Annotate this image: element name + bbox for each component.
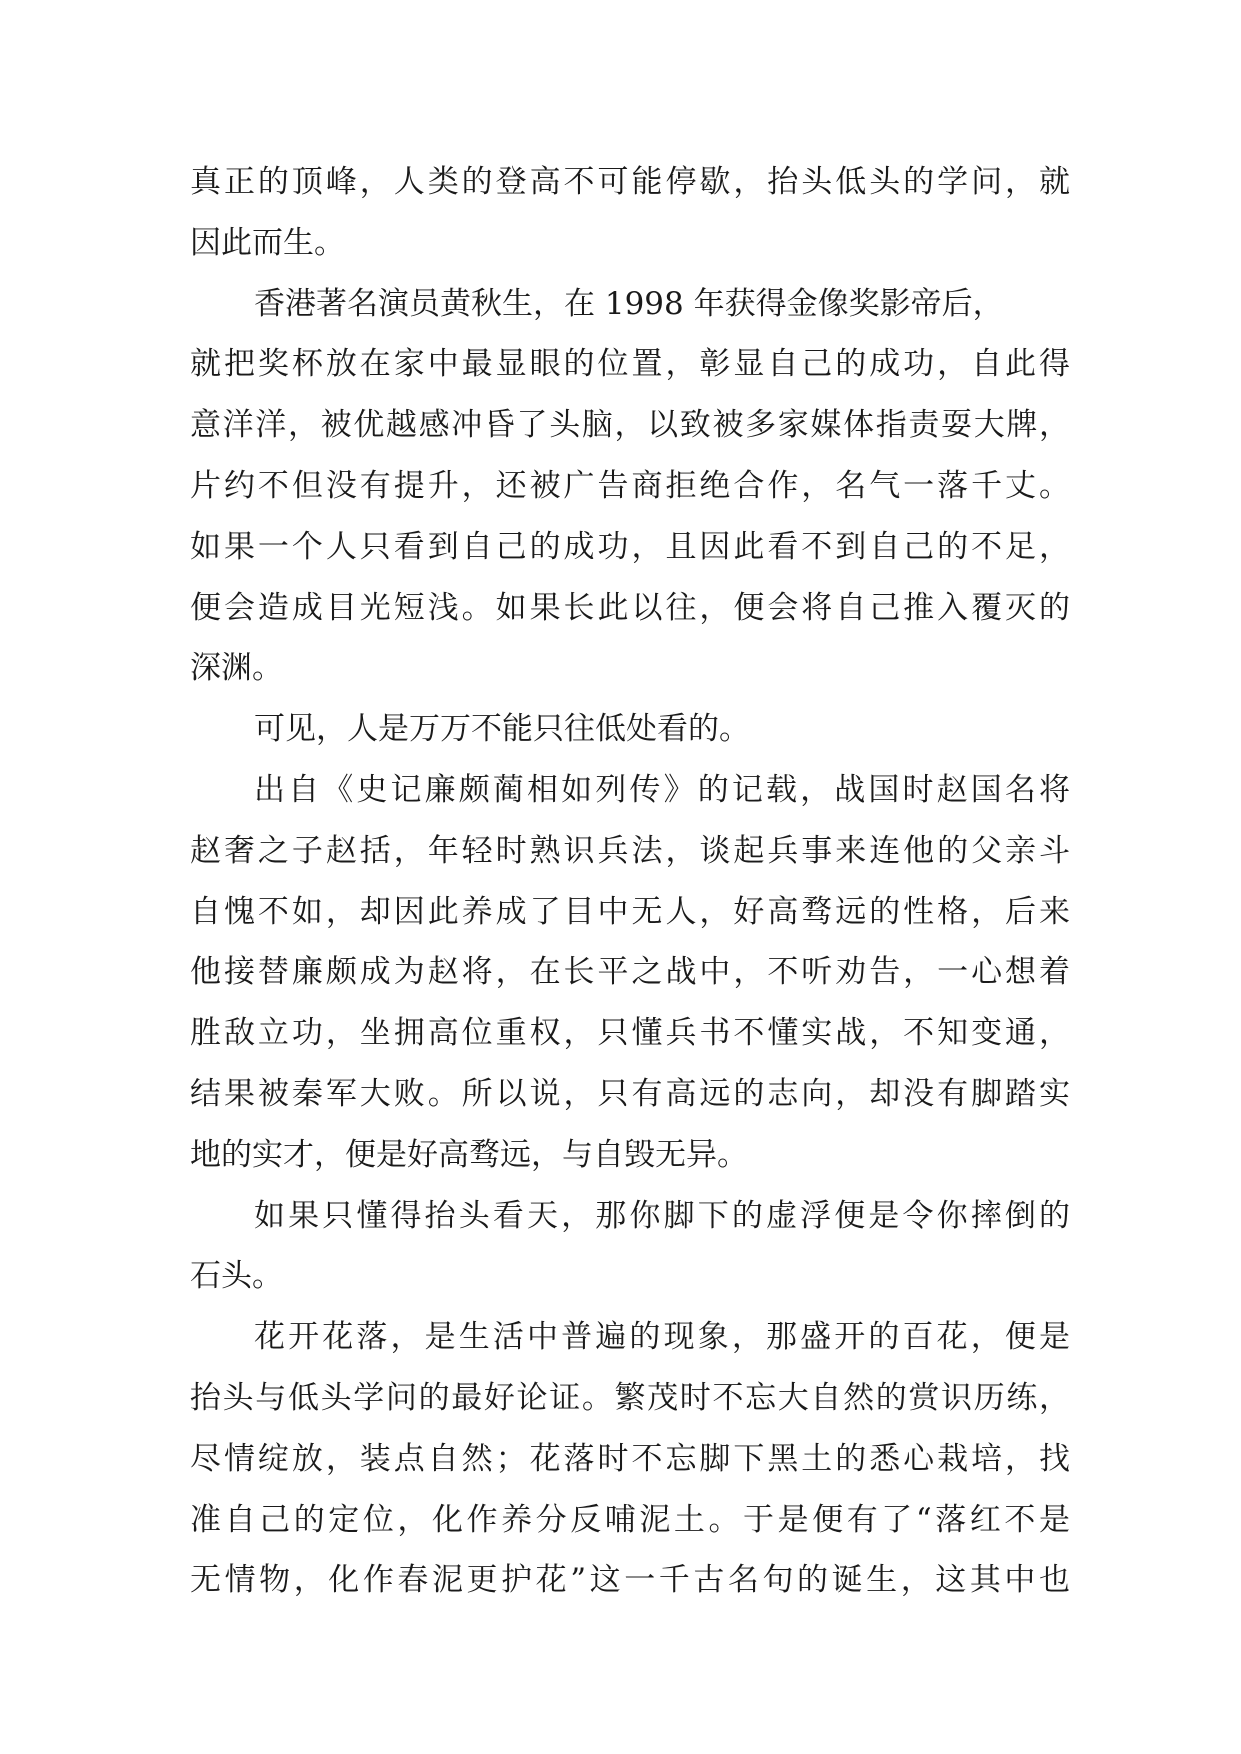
text-line: 真正的顶峰，人类的登高不可能停歇，抬头低头的学问，就 <box>190 164 1070 200</box>
text-line: 可见，人是万万不能只往低处看的。 <box>254 711 750 748</box>
text-line: 结果被秦军大败。所以说，只有高远的志向，却没有脚踏实 <box>190 1075 1070 1112</box>
text-line: 出自《史记廉颇蔺相如列传》的记载，战国时赵国名将 <box>254 771 1070 808</box>
text-line: 地的实才，便是好高骛远，与自毁无异。 <box>190 1136 748 1173</box>
text-line: 抬头与低头学问的最好论证。繁茂时不忘大自然的赏识历练， <box>190 1379 1070 1416</box>
text-line: 石头。 <box>190 1258 283 1295</box>
text-line: 意洋洋，被优越感冲昏了头脑，以致被多家媒体指责耍大牌， <box>190 407 1070 444</box>
text-line: 赵奢之子赵括，年轻时熟识兵法，谈起兵事来连他的父亲斗 <box>190 832 1070 869</box>
text-line: 如果一个人只看到自己的成功，且因此看不到自己的不足， <box>190 528 1070 565</box>
text-line: 因此而生。 <box>190 224 345 261</box>
text-line: 就把奖杯放在家中最显眼的位置，彰显自己的成功，自此得 <box>190 346 1070 383</box>
text-line: 花开花落，是生活中普遍的现象，那盛开的百花，便是 <box>254 1319 1070 1356</box>
text-line: 尽情绽放，装点自然；花落时不忘脚下黑土的悉心栽培，找 <box>190 1440 1070 1477</box>
text-line: 自愧不如，却因此养成了目中无人，好高骛远的性格，后来 <box>190 893 1070 930</box>
text-line: 如果只懂得抬头看天，那你脚下的虚浮便是令你摔倒的 <box>254 1197 1070 1234</box>
text-line: 他接替廉颇成为赵将，在长平之战中，不听劝告，一心想着 <box>190 954 1070 991</box>
body-text <box>190 152 1070 1611</box>
text-line: 无情物，化作春泥更护花”这一千古名句的诞生，这其中也 <box>190 1562 1070 1599</box>
text-line: 便会造成目光短浅。如果长此以往，便会将自己推入覆灭的 <box>190 589 1070 626</box>
text-line: 香港著名演员黄秋生，在 1998 年获得金像奖影帝后， <box>254 285 1004 322</box>
text-line: 胜敌立功，坐拥高位重权，只懂兵书不懂实战，不知变通， <box>190 1015 1070 1052</box>
text-line: 深渊。 <box>190 650 283 687</box>
text-line: 准自己的定位，化作养分反哺泥土。于是便有了“落红不是 <box>190 1501 1070 1538</box>
text-line: 片约不但没有提升，还被广告商拒绝合作，名气一落千丈。 <box>190 467 1070 504</box>
